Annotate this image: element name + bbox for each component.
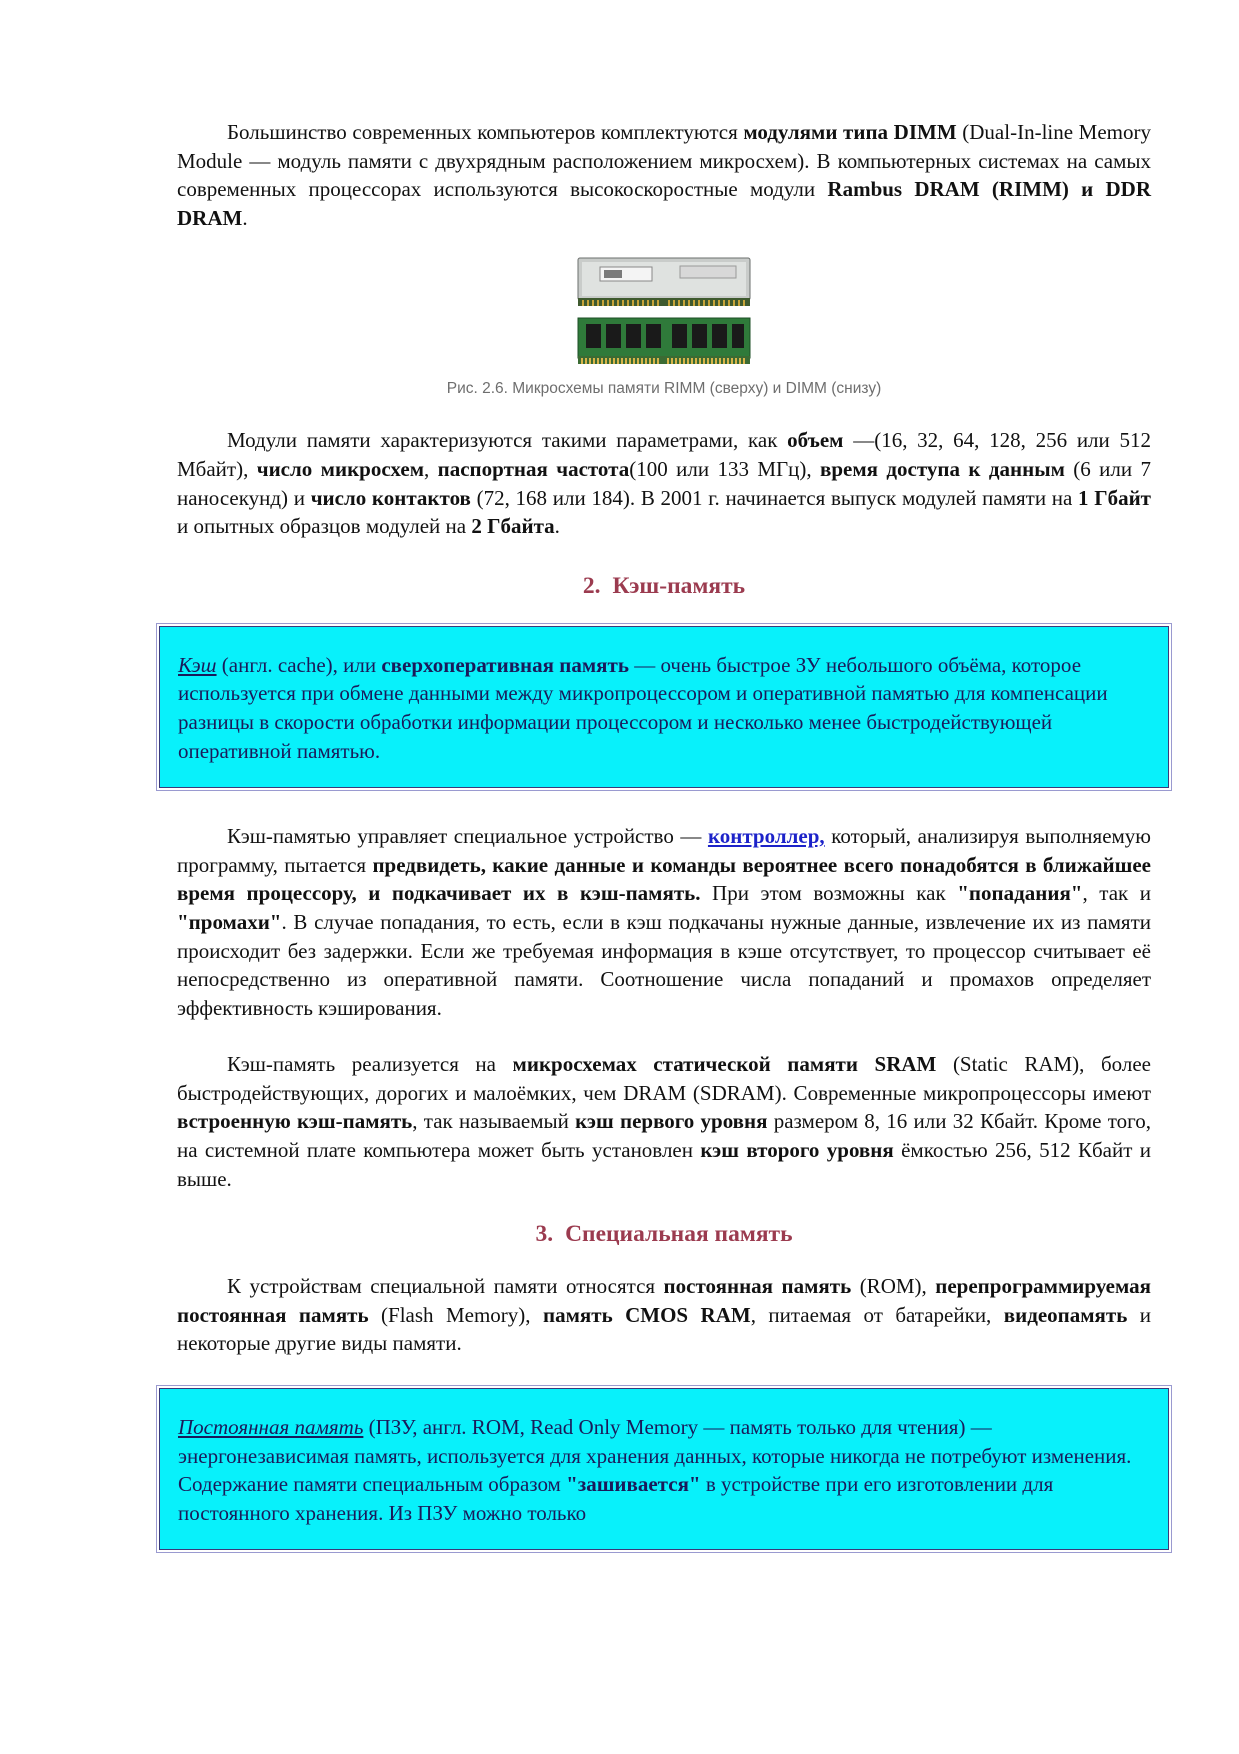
paragraph-dimm-modules: Большинство современных компьютеров комплектуются модулями типа DIMM (Dual-In-line Memory Module — модуль памяти с двухрядным расположением микросхем). В компьютерных системах на самых современных процессорах используются высокоскоростные модули Rambus DRAM (RIMM) и DDR DRAM. — [177, 120, 1152, 230]
definition-box-cache: Кэш (англ. cache), или сверхоперативная память — очень быстрое ЗУ небольшого объёма, которое используется при обмене данными между микропроцессором и оперативной памятью для компенсации разницы в скорости обработки информации процессором и несколько менее быстродействующей оперативной памятью. — [159, 626, 1169, 788]
document-content — [177, 118, 1151, 1550]
section-heading-cache: 2. Кэш-память — [582, 572, 746, 599]
term-rom: Постоянная память — [178, 1415, 364, 1440]
dimm-module-image — [576, 316, 752, 366]
definition-box-rom: Постоянная память (ПЗУ, англ. ROM, Read Only Memory — память только для чтения) — энергонезависимая память, используется для хранения данных, которые никогда не потребуют изменения. Содержание памяти специальным образом "зашивается" в устройстве при его изготовлении для постоянного хранения. Из ПЗУ можно только — [159, 1388, 1169, 1550]
term-cache: Кэш — [178, 652, 217, 677]
paragraph-special-memory: К устройствам специальной памяти относятся постоянная память (ROM), перепрограммируемая постоянная память (Flash Memory), память CMOS RAM, питаемая от батарейки, видеопамять и некоторые другие виды памяти. — [177, 1274, 1152, 1356]
paragraph-module-parameters: Модули памяти характеризуются такими параметрами, как объем —(16, 32, 64, 128, 256 или 512 Мбайт), число микросхем, паспортная частота(100 или 133 МГц), время доступа к данным (6 или 7 наносекунд) и число контактов (72, 168 или 184). В 2001 г. начинается выпуск модулей памяти на 1 Гбайт и опытных образцов модулей на 2 Гбайта. — [177, 428, 1152, 539]
paragraph-cache-controller: Кэш-памятью управляет специальное устройство — контроллер, который, анализируя выполняемую программу, пытается предвидеть, какие данные и команды вероятнее всего понадобятся в ближайшее время процессору, и подкачивает их в кэш-память. При этом возможны как "попадания", так и "промахи". В случае попадания, то есть, если в кэш подкачаны нужные данные, извлечение их из памяти происходит без задержки. Если же требуемая информация в кэше отсутствует, то процессор считывает её непосредственно из оперативной памяти. Соотношение числа попаданий и промахов определяет эффективность кэширования. — [177, 824, 1152, 1020]
paragraph-cache-sram: Кэш-память реализуется на микросхемах статической памяти SRAM (Static RAM), более быстродействующих, дорогих и малоёмких, чем DRAM (SDRAM). Современные микропроцессоры имеют встроенную кэш-память, так называемый кэш первого уровня размером 8, 16 или 32 Кбайт. Кроме того, на системной плате компьютера может быть установлен кэш второго уровня ёмкостью 256, 512 Кбайт и выше. — [177, 1052, 1152, 1191]
section-heading-special-memory: 3. Специальная память — [535, 1221, 793, 1248]
rimm-module-image — [576, 254, 752, 308]
figure-caption: Рис. 2.6. Микросхемы памяти RIMM (сверху) и DIMM (снизу) — [446, 380, 882, 398]
link-controller[interactable]: контроллер, — [707, 824, 825, 849]
figure-memory-modules — [177, 254, 1151, 398]
